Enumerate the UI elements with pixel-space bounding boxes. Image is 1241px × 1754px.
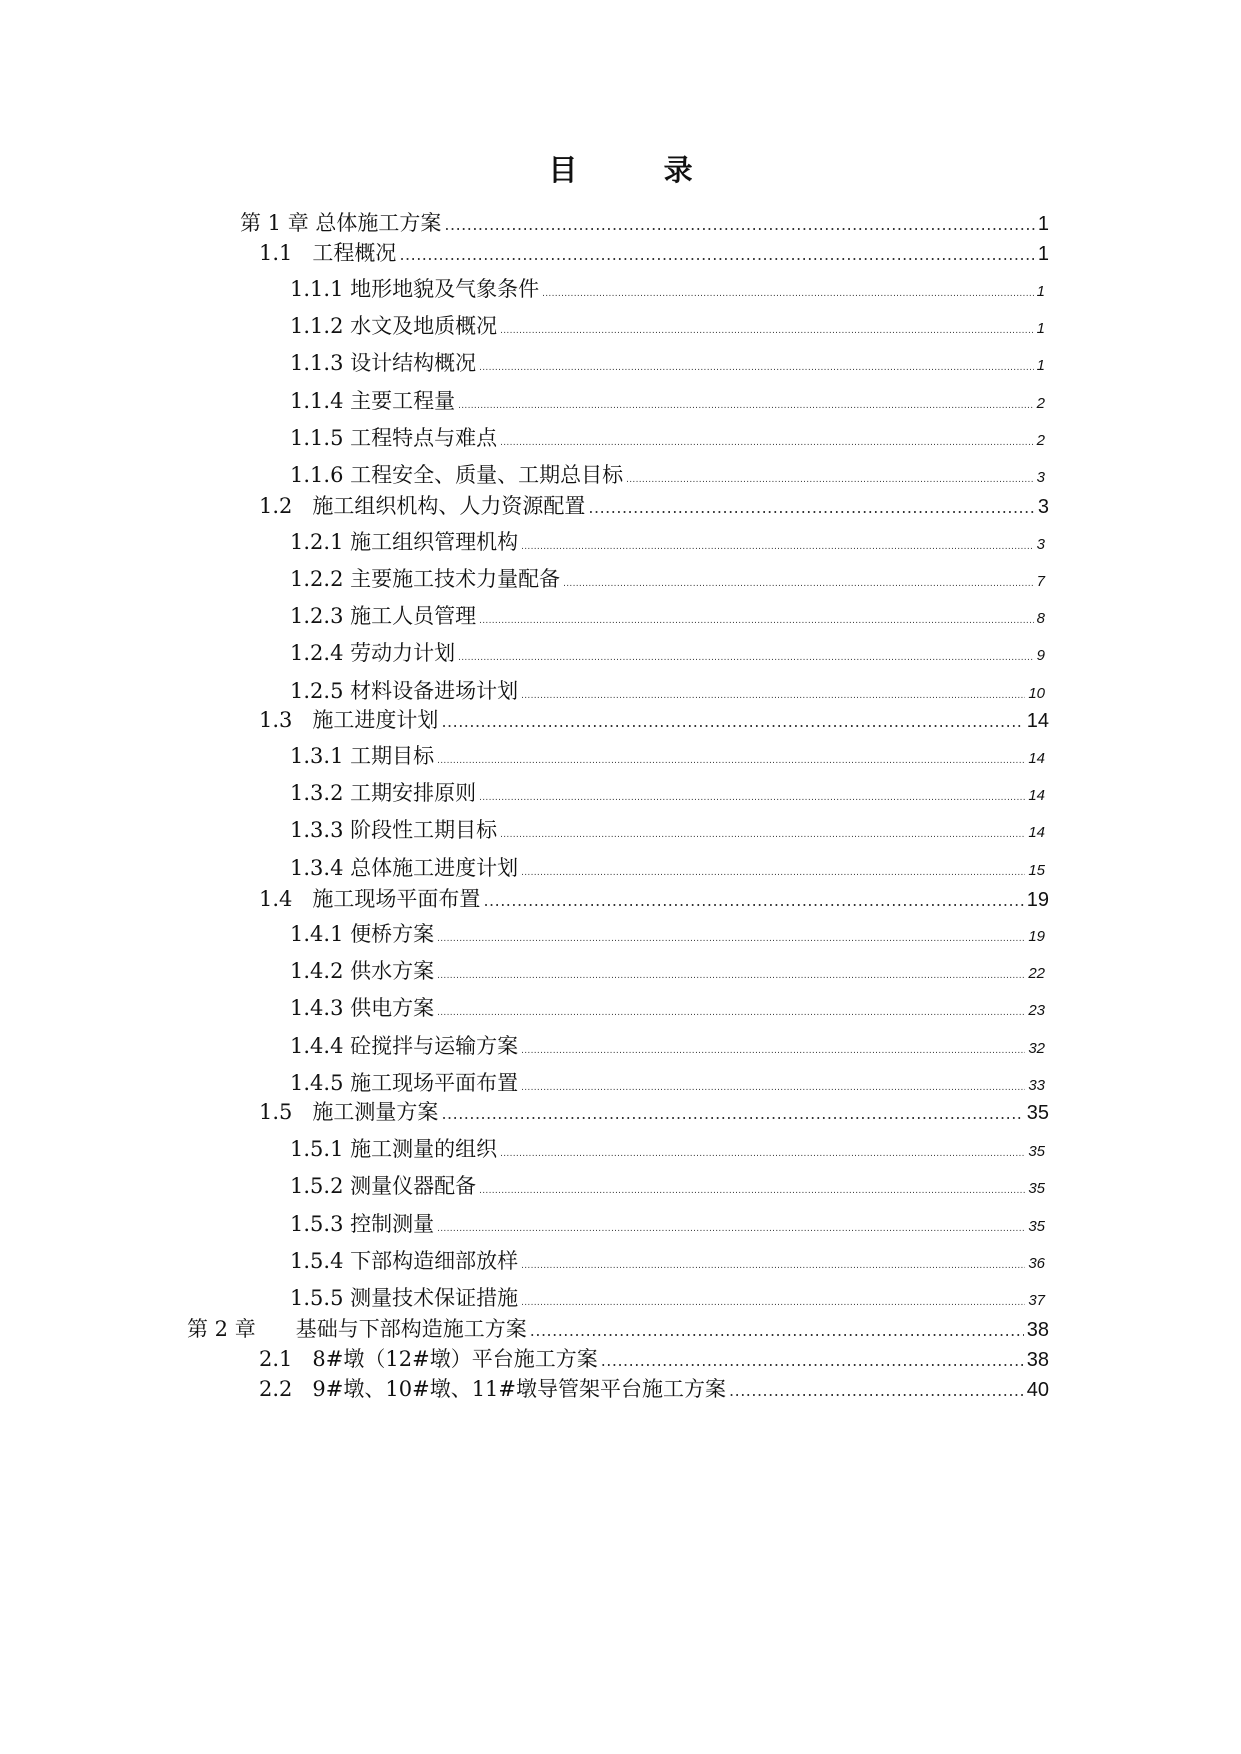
toc-entry-label: 1.1.4 主要工程量 <box>290 389 456 413</box>
toc-entry[interactable] <box>290 852 1045 882</box>
toc-entry-label: 1.4.2 供水方案 <box>290 959 435 983</box>
toc-entry-page: 35 <box>1028 1180 1045 1197</box>
toc-entry[interactable] <box>290 1030 1045 1060</box>
toc-entry-page: 1 <box>1037 243 1049 265</box>
toc-entry-label: 1.5 施工测量方案 <box>259 1100 439 1124</box>
toc-entry-page: 40 <box>1026 1379 1049 1401</box>
toc-entry[interactable] <box>290 955 1045 985</box>
toc-entry-page: 37 <box>1028 1292 1045 1309</box>
toc-entry-page: 38 <box>1026 1319 1049 1341</box>
toc-entry-page: 10 <box>1028 685 1045 702</box>
toc-entry-label: 1.3.4 总体施工进度计划 <box>290 856 519 880</box>
toc-entry-page: 14 <box>1028 750 1045 767</box>
toc-dot-leader <box>437 934 1025 944</box>
toc-entry-page: 14 <box>1028 787 1045 804</box>
toc-entry-label: 1.1 工程概况 <box>259 241 397 265</box>
toc-entry-label: 1.4 施工现场平面布置 <box>259 887 481 911</box>
toc-entry[interactable] <box>259 1343 1049 1373</box>
toc-entry[interactable] <box>290 777 1045 807</box>
toc-entry-label: 1.4.1 便桥方案 <box>290 922 435 946</box>
toc-entry[interactable] <box>290 1133 1045 1163</box>
toc-entry[interactable] <box>290 347 1045 377</box>
toc-entry-page: 1 <box>1036 283 1045 300</box>
toc-entry[interactable] <box>290 637 1045 667</box>
toc-dot-leader <box>479 793 1025 803</box>
toc-entry[interactable] <box>290 385 1045 415</box>
toc-entry-label: 1.2.3 施工人员管理 <box>290 604 477 628</box>
toc-entry-page: 8 <box>1036 610 1045 627</box>
toc-entry-label: 1.2.5 材料设备进场计划 <box>290 679 519 703</box>
toc-dot-leader <box>444 215 1034 234</box>
toc-dot-leader <box>588 498 1034 517</box>
toc-entry[interactable] <box>290 1170 1045 1200</box>
toc-entry-page: 33 <box>1028 1077 1045 1094</box>
toc-entry-page: 3 <box>1036 536 1045 553</box>
toc-entry-page: 23 <box>1028 1002 1045 1019</box>
toc-entry[interactable] <box>259 704 1049 734</box>
toc-dot-leader <box>521 691 1025 701</box>
toc-dot-leader <box>521 868 1025 878</box>
toc-dot-leader <box>626 475 1034 485</box>
toc-entry-label: 1.5.3 控制测量 <box>290 1212 435 1236</box>
toc-entry-label: 1.3.2 工期安排原则 <box>290 781 477 805</box>
toc-dot-leader <box>521 1046 1025 1056</box>
toc-entry[interactable] <box>187 1313 1049 1343</box>
toc-dot-leader <box>399 245 1034 264</box>
toc-entry[interactable] <box>290 675 1045 705</box>
toc-entry-page: 7 <box>1036 573 1045 590</box>
toc-entry-page: 1 <box>1037 213 1049 235</box>
toc-entry-label: 1.2.1 施工组织管理机构 <box>290 530 519 554</box>
toc-entry-page: 38 <box>1026 1349 1049 1371</box>
toc-entry-page: 19 <box>1028 928 1045 945</box>
toc-entry-page: 32 <box>1028 1040 1045 1057</box>
toc-entry-page: 9 <box>1036 647 1045 664</box>
toc-entry-label: 1.1.3 设计结构概况 <box>290 351 477 375</box>
toc-dot-leader <box>521 1298 1025 1308</box>
toc-dot-leader <box>500 438 1034 448</box>
toc-entry[interactable] <box>290 563 1045 593</box>
toc-entry[interactable] <box>290 526 1045 556</box>
toc-entry-label: 第 1 章 总体施工方案 <box>240 211 442 235</box>
toc-entry-label: 1.3.3 阶段性工期目标 <box>290 818 498 842</box>
toc-entry-label: 1.2.4 劳动力计划 <box>290 641 456 665</box>
toc-entry[interactable] <box>259 490 1049 520</box>
toc-entry[interactable] <box>290 273 1045 303</box>
toc-entry[interactable] <box>259 883 1049 913</box>
toc-entry-label: 1.1.1 地形地貌及气象条件 <box>290 277 540 301</box>
toc-entry-page: 2 <box>1036 395 1045 412</box>
toc-dot-leader <box>500 326 1034 336</box>
toc-dot-leader <box>458 401 1034 411</box>
toc-entry-page: 19 <box>1026 889 1049 911</box>
toc-dot-leader <box>437 756 1025 766</box>
toc-entry[interactable] <box>290 992 1045 1022</box>
toc-dot-leader <box>530 1321 1024 1340</box>
toc-title: 目 录 <box>548 153 715 187</box>
toc-dot-leader <box>521 542 1034 552</box>
toc-entry-page: 1 <box>1036 357 1045 374</box>
toc-entry-page: 15 <box>1028 862 1045 879</box>
toc-entry[interactable] <box>290 600 1045 630</box>
toc-dot-leader <box>483 891 1023 910</box>
toc-entry-page: 35 <box>1028 1218 1045 1235</box>
toc-entry-page: 1 <box>1036 320 1045 337</box>
toc-entry-page: 14 <box>1026 710 1049 732</box>
toc-entry[interactable] <box>259 1096 1049 1126</box>
toc-entry-page: 3 <box>1037 496 1049 518</box>
toc-entry-label: 1.1.6 工程安全、质量、工期总目标 <box>290 463 624 487</box>
toc-entry[interactable] <box>290 1282 1045 1312</box>
toc-dot-leader <box>521 1083 1025 1093</box>
toc-entry[interactable] <box>290 310 1045 340</box>
toc-entry[interactable] <box>290 814 1045 844</box>
toc-entry-label: 1.5.5 测量技术保证措施 <box>290 1286 519 1310</box>
toc-entry-label: 1.4.3 供电方案 <box>290 996 435 1020</box>
toc-entry-page: 3 <box>1036 469 1045 486</box>
toc-dot-leader <box>479 363 1034 373</box>
toc-entry-label: 1.1.2 水文及地质概况 <box>290 314 498 338</box>
toc-entry[interactable] <box>259 237 1049 267</box>
toc-entry-label: 1.2.2 主要施工技术力量配备 <box>290 567 561 591</box>
toc-dot-leader <box>437 1224 1025 1234</box>
toc-entry-label: 2.1 8#墩（12#墩）平台施工方案 <box>259 1347 598 1371</box>
toc-dot-leader <box>500 1149 1025 1159</box>
toc-dot-leader <box>601 1351 1024 1370</box>
toc-dot-leader <box>563 579 1034 589</box>
toc-entry-label: 1.4.4 砼搅拌与运输方案 <box>290 1034 519 1058</box>
toc-entry-label: 第 2 章 基础与下部构造施工方案 <box>187 1317 527 1341</box>
toc-entry-label: 1.3 施工进度计划 <box>259 708 439 732</box>
toc-entry-label: 1.3.1 工期目标 <box>290 744 435 768</box>
toc-entry[interactable] <box>290 459 1045 489</box>
toc-entry-label: 1.4.5 施工现场平面布置 <box>290 1071 519 1095</box>
toc-dot-leader <box>479 616 1034 626</box>
toc-entry-page: 36 <box>1028 1255 1045 1272</box>
toc-entry-label: 1.5.1 施工测量的组织 <box>290 1137 498 1161</box>
toc-dot-leader <box>458 653 1034 663</box>
toc-entry-label: 1.1.5 工程特点与难点 <box>290 426 498 450</box>
toc-entry[interactable] <box>290 740 1045 770</box>
toc-dot-leader <box>542 289 1034 299</box>
toc-entry-page: 14 <box>1028 824 1045 841</box>
toc-entry[interactable] <box>240 207 1049 237</box>
toc-entry[interactable] <box>290 1067 1045 1097</box>
toc-dot-leader <box>479 1186 1025 1196</box>
toc-entry-label: 2.2 9#墩、10#墩、11#墩导管架平台施工方案 <box>259 1377 727 1401</box>
toc-dot-leader <box>521 1261 1025 1271</box>
toc-entry-page: 35 <box>1026 1102 1049 1124</box>
toc-dot-leader <box>437 971 1025 981</box>
toc-entry[interactable] <box>290 1208 1045 1238</box>
toc-entry-label: 1.2 施工组织机构、人力资源配置 <box>259 494 586 518</box>
toc-dot-leader <box>500 830 1025 840</box>
toc-entry[interactable] <box>290 422 1045 452</box>
toc-entry-page: 22 <box>1028 965 1045 982</box>
toc-dot-leader <box>729 1381 1024 1400</box>
toc-entry-label: 1.5.4 下部构造细部放样 <box>290 1249 519 1273</box>
toc-entry-label: 1.5.2 测量仪器配备 <box>290 1174 477 1198</box>
toc-entry[interactable] <box>259 1373 1049 1403</box>
toc-entry-page: 35 <box>1028 1143 1045 1160</box>
toc-dot-leader <box>441 712 1023 731</box>
toc-entry-page: 2 <box>1036 432 1045 449</box>
toc-entry[interactable] <box>290 1245 1045 1275</box>
toc-dot-leader <box>441 1104 1023 1123</box>
toc-entry[interactable] <box>290 918 1045 948</box>
toc-dot-leader <box>437 1008 1025 1018</box>
